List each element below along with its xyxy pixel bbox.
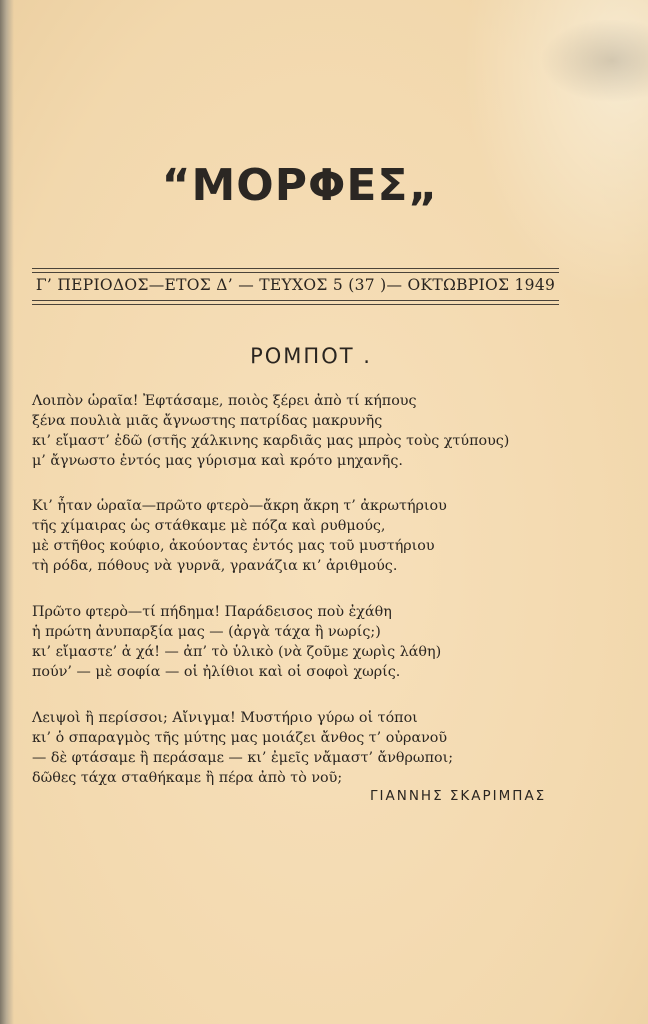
- stanza-1: [32, 391, 592, 471]
- stanza-4: [32, 708, 592, 788]
- poem-line: κι’ ὁ σπαραγμὸς τῆς μύτης μας μοιάζει ἄνθος τ’ οὐρανοῦ: [32, 730, 448, 746]
- poem-line: Πρῶτο φτερὸ—τί πήδημα! Παράδεισος ποὺ ἐχάθη: [32, 604, 392, 620]
- poem-line: κι’ εἴμαστ’ ἐδῶ (στῆς χάλκινης καρδιᾶς μας μπρὸς τοὺς χτύπους): [32, 433, 510, 449]
- poem-line: Κι’ ἦταν ὡραῖα—πρῶτο φτερὸ—ἄκρη ἄκρη τ’ ἀκρωτήριου: [32, 498, 447, 514]
- poem-line: τῆς χίμαιρας ὡς στάθκαμε μὲ πόζα καὶ ρυθμούς,: [32, 518, 386, 534]
- poem-line: Λοιπὸν ὡραῖα! Ἐφτάσαμε, ποιὸς ξέρει ἀπὸ τί κήπους: [32, 393, 417, 409]
- poem-line: μὲ στῆθος κούφιο, ἀκούοντας ἐντός μας τοῦ μυστήριου: [32, 538, 435, 554]
- stanza-3: [32, 602, 592, 682]
- poem-line: μ’ ἄγνωστο ἐντός μας γύρισμα καὶ κρότο μηχανῆς.: [32, 453, 403, 469]
- poem-line: ξένα πουλιὰ μιᾶς ἄγνωστης πατρίδας μακρυνῆς: [32, 413, 383, 429]
- issue-info-line: Γ’ ΠΕΡΙΟΔΟΣ—ΕΤΟΣ Δ’ — ΤΕΥΧΟΣ 5 (37 )— ΟΚΤΩΒΡΙΟΣ 1949: [35, 276, 556, 294]
- page-spine-shadow: [0, 0, 14, 1024]
- poem-line: ἡ πρώτη ἀνυπαρξία μας — (ἀργὰ τάχα ἢ νωρίς;): [32, 624, 381, 640]
- poem-author: ΓΙΑΝΝΗΣ ΣΚΑΡΙΜΠΑΣ: [370, 788, 547, 804]
- paper-stain: [528, 20, 648, 110]
- stanza-2: [32, 496, 592, 576]
- top-rule: [32, 268, 559, 273]
- poem-line: πούν’ — μὲ σοφία — οἱ ἠλίθιοι καὶ οἱ σοφοὶ χωρίς.: [32, 664, 401, 680]
- poem-line: τὴ ρόδα, πόθους νὰ γυρνᾶ, γρανάζια κι’ ἀριθμούς.: [32, 558, 398, 574]
- bottom-rule: [32, 300, 559, 305]
- poem-line: — δὲ φτάσαμε ἢ περάσαμε — κι’ ἐμεῖς νἄμαστ’ ἄνθρωποι;: [32, 750, 454, 766]
- poem-title: ΡΟΜΠΟΤ .: [250, 344, 372, 368]
- poem-line: Λειψοὶ ἢ περίσσοι; Αἴνιγμα! Μυστήριο γύρω οἱ τόποι: [32, 710, 418, 726]
- magazine-title: “ΜΟΡΦΕΣ„: [161, 160, 439, 211]
- poem-line: δῶθες τάχα σταθήκαμε ἢ πέρα ἀπὸ τὸ νοῦ;: [32, 770, 343, 786]
- poem-line: κι’ εἴμαστε’ ἀ χά! — ἀπ’ τὸ ὑλικὸ (νὰ ζοῦμε χωρὶς λάθη): [32, 644, 442, 660]
